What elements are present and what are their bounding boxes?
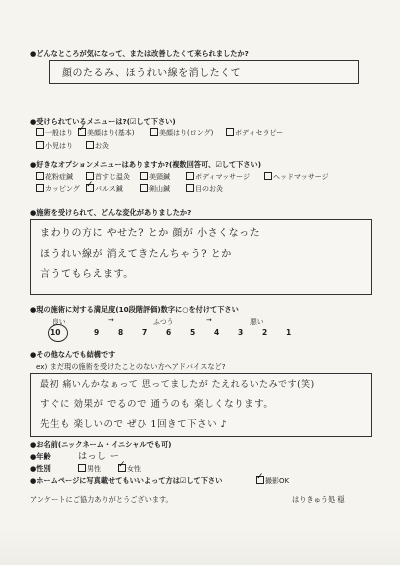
checkbox[interactable] — [86, 141, 94, 149]
answer-box-6 — [30, 373, 372, 437]
scale-arrow-1: → — [108, 316, 114, 324]
scale-5[interactable]: 5 — [190, 328, 196, 337]
scale-arrow-2: → — [206, 316, 212, 324]
scale-10[interactable]: 10 — [50, 328, 61, 337]
page-bottom-margin — [0, 530, 400, 565]
scale-label-mid: ふつう — [153, 318, 174, 326]
checkbox[interactable] — [36, 141, 44, 149]
scale-4[interactable]: 4 — [214, 328, 220, 337]
checkbox[interactable] — [186, 172, 194, 180]
age-value[interactable]: はっし ー — [78, 452, 120, 462]
checkbox[interactable] — [140, 184, 148, 192]
scale-6[interactable]: 6 — [166, 328, 172, 337]
option-neck-needle[interactable]: 美頸鍼 — [140, 172, 170, 182]
scale-7[interactable]: 7 — [142, 328, 148, 337]
checkbox[interactable] — [36, 128, 44, 136]
option-hay-fever[interactable]: 花粉症鍼 — [36, 172, 73, 182]
option-eye-moxa[interactable]: 目のお灸 — [186, 184, 223, 194]
checkbox[interactable] — [140, 172, 148, 180]
clinic-name: はりきゅう処 穏 — [292, 495, 345, 504]
scale-8[interactable]: 8 — [118, 328, 124, 337]
checkbox-checked[interactable] — [118, 464, 126, 472]
question-2: ●受けられているメニューは?(☑して下さい) — [30, 117, 176, 126]
checkbox-checked[interactable] — [86, 184, 94, 192]
answer-box-1 — [49, 60, 359, 84]
name-label: ●お名前(ニックネーム・イニシャルでも可) — [30, 440, 172, 449]
photo-permission-label: ●ホームページに写真載せてもいいよって方は☑して下さい — [30, 476, 223, 485]
question-1: ●どんなところが気になって、または改善したくて来られましたか? — [30, 49, 249, 58]
checkbox[interactable] — [264, 172, 272, 180]
question-4: ●施術を受けられて、どんな変化がありましたか? — [30, 208, 192, 217]
option-body-therapy[interactable]: ボディセラピー — [226, 128, 283, 138]
checkbox[interactable] — [150, 128, 158, 136]
photo-ok-option[interactable]: ✓ 撮影OK — [256, 476, 289, 486]
checkbox[interactable] — [226, 128, 234, 136]
answer-6-line-2: すぐに 効果が でるので 通うのも 楽しくなります。 — [40, 399, 274, 410]
option-body-massage[interactable]: ボディマッサージ — [186, 172, 250, 182]
thanks-text: アンケートにご協力ありがとうございます。 — [30, 495, 173, 504]
option-cupping[interactable]: カッピング — [36, 184, 80, 194]
answer-6-line-1: 最初 痛いんかなぁって 思ってましたが たえれるいたみです(笑) — [40, 380, 315, 390]
option-pulse[interactable]: ✓ パルス鍼 — [86, 184, 123, 194]
answer-6-line-3: 先生も 楽しいので ぜひ 1回きて下さい ♪ — [40, 419, 228, 430]
answer-box-4 — [30, 219, 372, 295]
question-6: ●その他なんでも結構です — [30, 350, 116, 359]
checkbox[interactable] — [36, 184, 44, 192]
scale-label-good: 良い — [52, 318, 66, 326]
age-label: ●年齢 — [30, 452, 51, 461]
checkbox-checked[interactable] — [78, 128, 86, 136]
checkbox[interactable] — [78, 464, 86, 472]
option-moxa[interactable]: お灸 — [86, 141, 109, 151]
scale-label-bad: 悪い — [250, 318, 264, 326]
question-3: ●好きなオプションメニューはありますか?(複数回答可、☑して下さい) — [30, 160, 262, 169]
scale-2[interactable]: 2 — [262, 328, 268, 337]
gender-male[interactable]: 男性 — [78, 464, 101, 474]
gender-label: ●性別 — [30, 464, 51, 473]
gender-female[interactable]: ✓ 女性 — [118, 464, 141, 474]
option-child-hari[interactable]: 小児はり — [36, 141, 73, 151]
option-kenzan[interactable]: 剣山鍼 — [140, 184, 170, 194]
option-neck-moxa[interactable]: 首すじ温灸 — [86, 172, 130, 182]
question-5: ●現の施術に対する満足度(10段階評価)数字に○を付けて下さい — [30, 305, 239, 314]
answer-4-line-3: 言うてもらえます。 — [40, 269, 134, 280]
option-head-massage[interactable]: ヘッドマッサージ — [264, 172, 329, 182]
answer-4-line-1: まわりの方に やせた? とか 顔が 小さくなった — [40, 228, 261, 239]
question-6-sub: ex) まだ現の施術を受けたことのない方へアドバイスなど? — [36, 362, 226, 371]
checkbox[interactable] — [186, 184, 194, 192]
scale-3[interactable]: 3 — [238, 328, 244, 337]
option-facial-basic[interactable]: ✓ 美顔はり(基本) — [78, 128, 134, 138]
checkbox[interactable] — [86, 172, 94, 180]
checkbox-checked[interactable] — [256, 476, 264, 484]
option-facial-long[interactable]: 美顔はり(ロング) — [150, 128, 213, 138]
scale-1[interactable]: 1 — [286, 328, 292, 337]
answer-4-line-2: ほうれい線が 消えてきたんちゃう? とか — [40, 249, 232, 260]
answer-1-text: 顔のたるみ、ほうれい線を消したくて — [62, 68, 242, 79]
option-general-hari[interactable]: 一般はり — [36, 128, 73, 138]
scale-9[interactable]: 9 — [94, 328, 100, 337]
checkbox[interactable] — [36, 172, 44, 180]
